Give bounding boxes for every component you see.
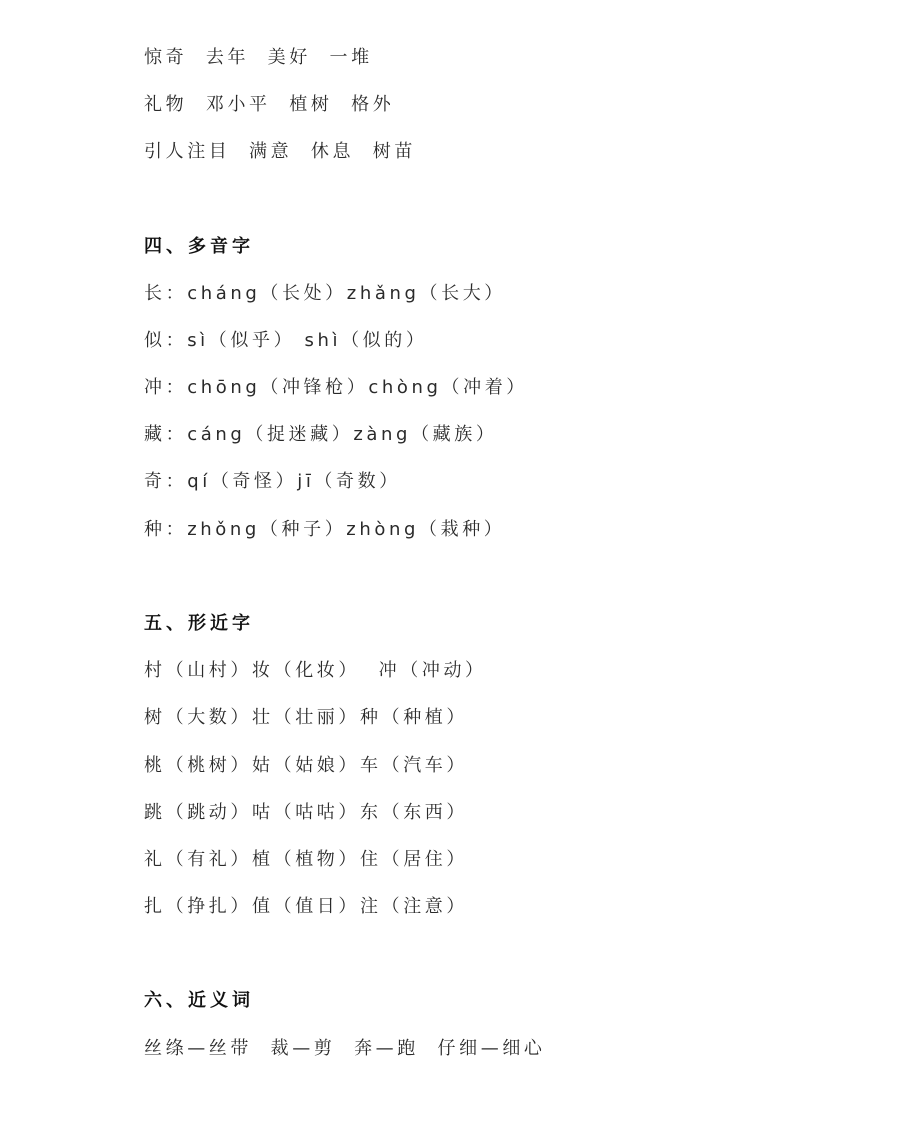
section-heading-polyphonic: 四、多音字 <box>144 236 254 257</box>
similar-char-line-1: 村（山村）妆（化妆） 冲（冲动） <box>144 660 487 681</box>
polyphonic-line-2: 似：sì（似乎） shì（似的） <box>144 330 428 351</box>
similar-char-line-4: 跳（跳动）咕（咕咕）东（东西） <box>144 802 468 823</box>
synonym-line-1: 丝绦—丝带 裁—剪 奔—跑 仔细—细心 <box>144 1038 546 1059</box>
similar-char-line-2: 树（大数）壮（壮丽）种（种植） <box>144 707 468 728</box>
similar-char-line-6: 扎（挣扎）值（值日）注（注意） <box>144 896 468 917</box>
section-heading-synonyms: 六、近义词 <box>144 990 254 1011</box>
polyphonic-line-1: 长：cháng（长处）zhǎng（长大） <box>144 283 506 304</box>
polyphonic-line-3: 冲：chōng（冲锋枪）chòng（冲着） <box>144 377 528 398</box>
word-list-line-1: 惊奇 去年 美好 一堆 <box>144 47 373 68</box>
polyphonic-line-4: 藏：cáng（捉迷藏）zàng（藏族） <box>144 424 498 445</box>
section-heading-similar-chars: 五、形近字 <box>144 613 254 634</box>
polyphonic-line-5: 奇：qí（奇怪）jī（奇数） <box>144 471 401 492</box>
word-list-line-2: 礼物 邓小平 植树 格外 <box>144 94 395 115</box>
similar-char-line-5: 礼（有礼）植（植物）住（居住） <box>144 849 468 870</box>
similar-char-line-3: 桃（桃树）姑（姑娘）车（汽车） <box>144 755 468 776</box>
word-list-line-3: 引人注目 满意 休息 树苗 <box>144 141 416 162</box>
polyphonic-line-6: 种：zhǒng（种子）zhòng（栽种） <box>144 519 506 540</box>
